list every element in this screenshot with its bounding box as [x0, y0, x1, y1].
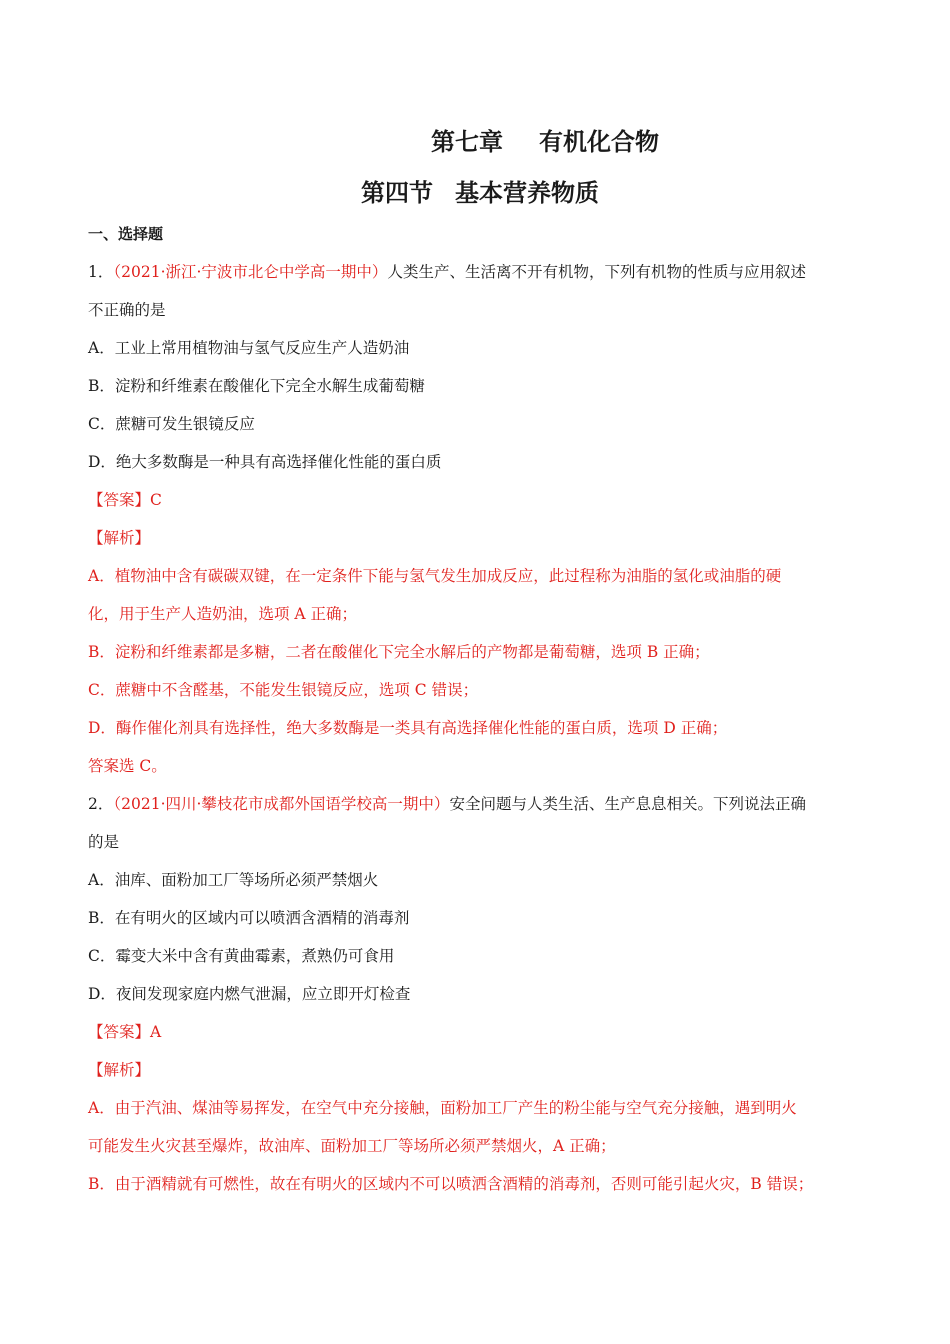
question-source: （2021·四川·攀枝花市成都外国语学校高一期中） [113, 795, 450, 813]
chapter-title [0, 122, 950, 157]
chapter-name: 有机化合物 [539, 128, 659, 156]
answer-value: C [150, 491, 162, 509]
question-1-stem [88, 260, 858, 284]
question-2-analysis-tag: 【解析】 [88, 1061, 151, 1079]
question-source: （2021·浙江·宁波市北仑中学高一期中） [113, 263, 388, 281]
part-heading: 一、选择题 [88, 225, 164, 243]
question-1-explanation-b: B．淀粉和纤维素都是多糖，二者在酸催化下完全水解后的产物都是葡萄糖，选项 B 正确； [88, 643, 710, 661]
question-1-option-b: B．淀粉和纤维素在酸催化下完全水解生成葡萄糖 [88, 377, 425, 395]
question-number: 1． [88, 263, 114, 281]
answer-tag: 【答案】 [88, 491, 151, 509]
question-2-option-a: A．油库、面粉加工厂等场所必须严禁烟火 [88, 871, 379, 889]
question-1-analysis-tag: 【解析】 [88, 529, 151, 547]
question-2-stem [88, 792, 858, 816]
question-1-option-a: A．工业上常用植物油与氢气反应生产人造奶油 [88, 339, 410, 357]
question-stem: 安全问题与人类生活、生产息息相关。下列说法正确 [449, 795, 806, 813]
question-1-explanation-d: D．酶作催化剂具有选择性，绝大多数酶是一类具有高选择催化性能的蛋白质，选项 D 正确； [88, 719, 728, 737]
chapter-number: 第七章 [431, 128, 503, 156]
question-1-option-d: D．绝大多数酶是一种具有高选择催化性能的蛋白质 [88, 453, 442, 471]
question-2-option-b: B．在有明火的区域内可以喷洒含酒精的消毒剂 [88, 909, 410, 927]
question-2-explanation-b: B．由于酒精就有可燃性，故在有明火的区域内不可以喷洒含酒精的消毒剂，否则可能引起火灾，B 错误； [88, 1175, 814, 1193]
question-1-answer [88, 488, 858, 512]
question-2-option-c: C．霉变大米中含有黄曲霉素，煮熟仍可食用 [88, 947, 395, 965]
question-1-conclusion: 答案选 C。 [88, 757, 167, 775]
question-2-explanation-a: A．由于汽油、煤油等易挥发，在空气中充分接触，面粉加工厂产生的粉尘能与空气充分接触，遇到明火 [88, 1099, 797, 1117]
question-2-answer [88, 1020, 858, 1044]
question-1-option-c: C．蔗糖可发生银镜反应 [88, 415, 255, 433]
question-2-option-d: D．夜间发现家庭内燃气泄漏，应立即开灯检查 [88, 985, 411, 1003]
question-1-stem-cont: 不正确的是 [88, 301, 166, 319]
section-name: 基本营养物质 [455, 179, 599, 207]
section-title [0, 173, 950, 208]
question-2-stem-cont: 的是 [88, 833, 120, 851]
answer-value: A [150, 1023, 162, 1041]
question-number: 2． [88, 795, 114, 813]
question-1-explanation-a-cont: 化，用于生产人造奶油，选项 A 正确； [88, 605, 358, 623]
question-2-explanation-a-cont: 可能发生火灾甚至爆炸，故油库、面粉加工厂等场所必须严禁烟火，A 正确； [88, 1137, 616, 1155]
question-1-explanation-a: A．植物油中含有碳碳双键，在一定条件下能与氢气发生加成反应，此过程称为油脂的氢化或油脂的硬 [88, 567, 782, 585]
question-1-explanation-c: C．蔗糖中不含醛基，不能发生银镜反应，选项 C 错误； [88, 681, 479, 699]
section-number: 第四节 [361, 179, 433, 207]
answer-tag: 【答案】 [88, 1023, 151, 1041]
question-stem: 人类生产、生活离不开有机物，下列有机物的性质与应用叙述 [387, 263, 806, 281]
